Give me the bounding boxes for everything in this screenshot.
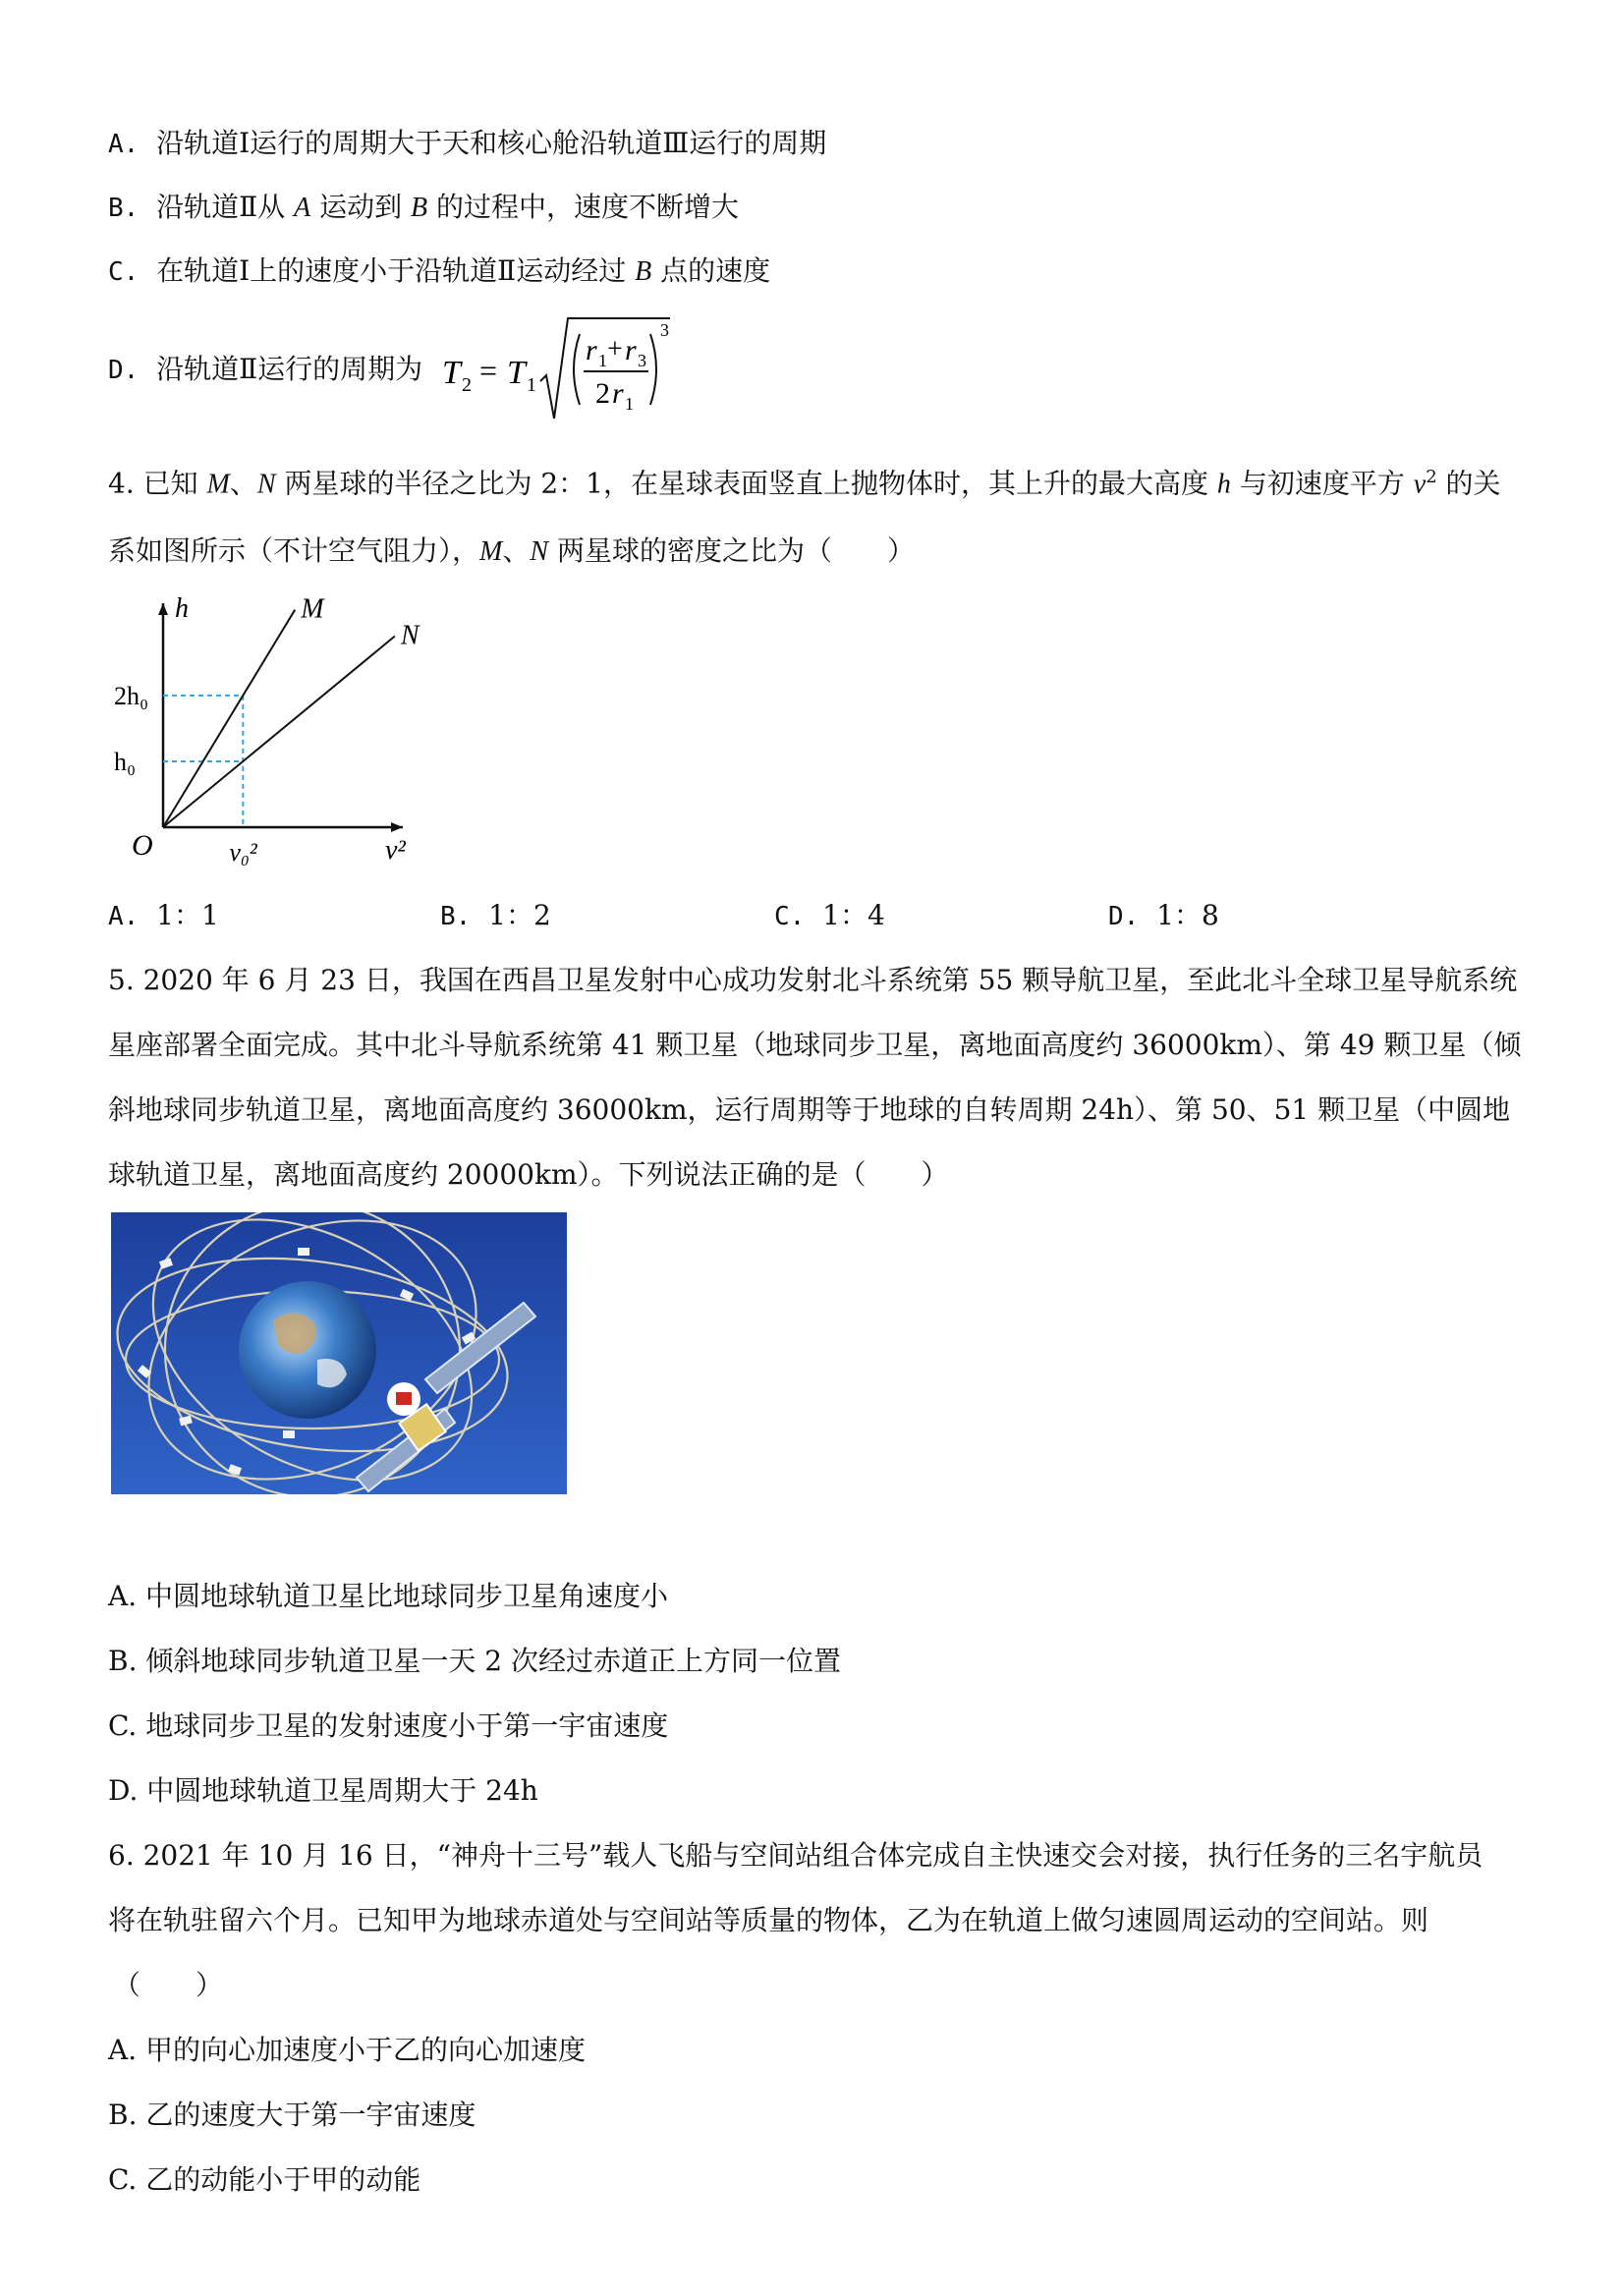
formula-var: r (586, 334, 597, 366)
period-formula (440, 312, 686, 425)
q5-line-1: 5. 2020 年 6 月 23 日，我国在西昌卫星发射中心成功发射北斗系统第 55 颗导航卫星，至此北斗全球卫星导航系统 (108, 964, 1518, 996)
option-text: 乙的动能小于甲的动能 (145, 2163, 421, 2196)
question-text: 的关 (1445, 467, 1501, 500)
formula-var: T (507, 355, 526, 391)
q4-line-1 (108, 458, 1501, 504)
formula-svg (440, 312, 686, 425)
point-label: A (294, 193, 311, 223)
right-paren (650, 334, 656, 405)
series-line-m (163, 610, 295, 827)
option-text: 在轨道Ⅰ上的速度小于沿轨道Ⅱ运动经过 (156, 254, 627, 287)
planet-label-n: N (256, 469, 276, 500)
point-label: B (411, 193, 428, 223)
option-text: 1：2 (488, 899, 551, 931)
planet-label-m: M (206, 469, 230, 500)
question-text: 两星球的密度之比为（ ） (556, 534, 915, 567)
q6-option-b (108, 2096, 476, 2135)
h-v2-graph (108, 589, 432, 874)
exponent: 2 (1426, 467, 1437, 487)
q5-option-d (108, 1771, 538, 1811)
option-text: 点的速度 (660, 254, 771, 287)
option-label: D. (1108, 902, 1140, 931)
series-line-n (163, 637, 395, 827)
option-text: 中圆地球轨道卫星比地球同步卫星角速度小 (145, 1580, 669, 1612)
option-text: 1：8 (1156, 899, 1219, 931)
left-paren (574, 334, 580, 405)
q5-option-b (108, 1642, 841, 1681)
question-text: 与初速度平方 (1239, 467, 1405, 500)
option-text: 1：4 (822, 899, 885, 931)
q5-line-3: 斜地球同步轨道卫星，离地面高度约 36000km，运行周期等于地球的自转周期 24h）、第 50、51 颗卫星（中圆地 (108, 1093, 1511, 1126)
q6-option-a (108, 2031, 586, 2070)
option-label: B. (108, 2099, 138, 2131)
formula-var: r (625, 334, 637, 366)
option-text: 沿轨道Ⅱ运行的周期为 (156, 353, 423, 385)
q3-option-b (108, 188, 739, 228)
option-label: B. (108, 1645, 138, 1677)
q4-option-a (108, 896, 219, 936)
option-text: 的过程中，速度不断增大 (436, 191, 740, 223)
q4-line-2 (108, 532, 915, 572)
q5-option-c (108, 1707, 668, 1746)
question-text: 4. 已知 (108, 467, 198, 500)
q5-line-2: 星座部署全面完成。其中北斗导航系统第 41 颗卫星（地球同步卫星，离地面高度约 36000km）、第 49 颗卫星（倾 (108, 1029, 1522, 1061)
option-label: A. (108, 1580, 138, 1612)
x-axis-label: v² (385, 835, 406, 866)
x-tick-label: v₀² (229, 838, 257, 867)
q4-option-b (440, 896, 551, 936)
formula-sub: 2 (462, 374, 472, 396)
option-text: 乙的速度大于第一宇宙速度 (145, 2099, 476, 2131)
formula-sub: 1 (625, 394, 634, 414)
q3-option-a (108, 124, 826, 164)
y-axis-arrow (158, 603, 168, 615)
series-label-n: N (400, 620, 420, 651)
option-label: C. (108, 1709, 138, 1742)
origin-label: O (132, 829, 153, 862)
formula-var: r (612, 377, 624, 410)
option-text: 运动到 (319, 191, 403, 223)
option-label: B. (108, 194, 140, 223)
q6-line-1: 6. 2021 年 10 月 16 日，“神舟十三号”载人飞船与空间站组合体完成自主快速交会对接，执行任务的三名宇航员 (108, 1839, 1483, 1872)
beidou-illustration (111, 1212, 567, 1494)
option-text: 地球同步卫星的发射速度小于第一宇宙速度 (145, 1709, 669, 1742)
y-tick-label: 2h₀ (114, 681, 149, 710)
q6-line-2: 将在轨驻留六个月。已知甲为地球赤道处与空间站等质量的物体，乙为在轨道上做匀速圆周运动的空间站。则 (108, 1904, 1429, 1936)
option-label: A. (108, 130, 140, 159)
option-label: D. (108, 1774, 139, 1807)
formula-exp: 3 (660, 320, 669, 340)
option-label: C. (108, 257, 140, 287)
formula-sub: 3 (638, 351, 646, 370)
planet-label-n: N (530, 536, 549, 567)
x-axis-arrow (391, 822, 403, 832)
y-tick-label: h₀ (114, 747, 137, 776)
option-label: A. (108, 902, 140, 931)
q6-option-c (108, 2160, 420, 2200)
y-axis-label: h (175, 593, 189, 624)
velocity-var: v (1413, 469, 1427, 500)
graph-svg (108, 589, 432, 874)
formula-sub: 1 (527, 374, 536, 396)
formula-sub: 1 (598, 351, 607, 370)
q6-line-3: （ ） (113, 1969, 224, 2001)
option-text: 甲的向心加速度小于乙的向心加速度 (145, 2034, 587, 2066)
option-text: 中圆地球轨道卫星周期大于 24h (146, 1774, 538, 1807)
q5-option-a (108, 1577, 668, 1616)
question-text: 系如图所示（不计空气阻力）， (108, 534, 480, 567)
formula-eq: = (479, 353, 498, 388)
option-text: 沿轨道Ⅰ运行的周期大于天和核心舱沿轨道Ⅲ运行的周期 (156, 127, 827, 159)
q3-option-c (108, 252, 770, 292)
option-label: B. (440, 902, 472, 931)
option-label: D. (108, 356, 140, 385)
q5-line-4: 球轨道卫星，离地面高度约 20000km）。下列说法正确的是（ ） (108, 1158, 949, 1191)
option-label: A. (108, 2034, 138, 2066)
separator: 、 (229, 467, 257, 500)
option-label: C. (774, 902, 806, 931)
height-var: h (1216, 469, 1231, 500)
formula-num: 2 (595, 377, 610, 410)
point-label: B (635, 256, 652, 287)
question-text: 两星球的半径之比为 2：1，在星球表面竖直上抛物体时，其上升的最大高度 (284, 467, 1209, 500)
planet-label-m: M (479, 536, 503, 567)
formula-plus: + (607, 334, 623, 364)
option-text: 沿轨道Ⅱ从 (156, 191, 286, 223)
separator: 、 (502, 534, 531, 567)
series-label-m: M (301, 593, 324, 625)
option-text: 1：1 (156, 899, 219, 931)
illustration-svg (111, 1212, 567, 1494)
option-text: 倾斜地球同步轨道卫星一天 2 次经过赤道正上方同一位置 (145, 1645, 842, 1677)
option-label: C. (108, 2163, 138, 2196)
q3-option-d (108, 350, 422, 390)
formula-var: T (442, 355, 461, 391)
q4-option-d (1108, 896, 1219, 936)
q4-option-c (774, 896, 885, 936)
